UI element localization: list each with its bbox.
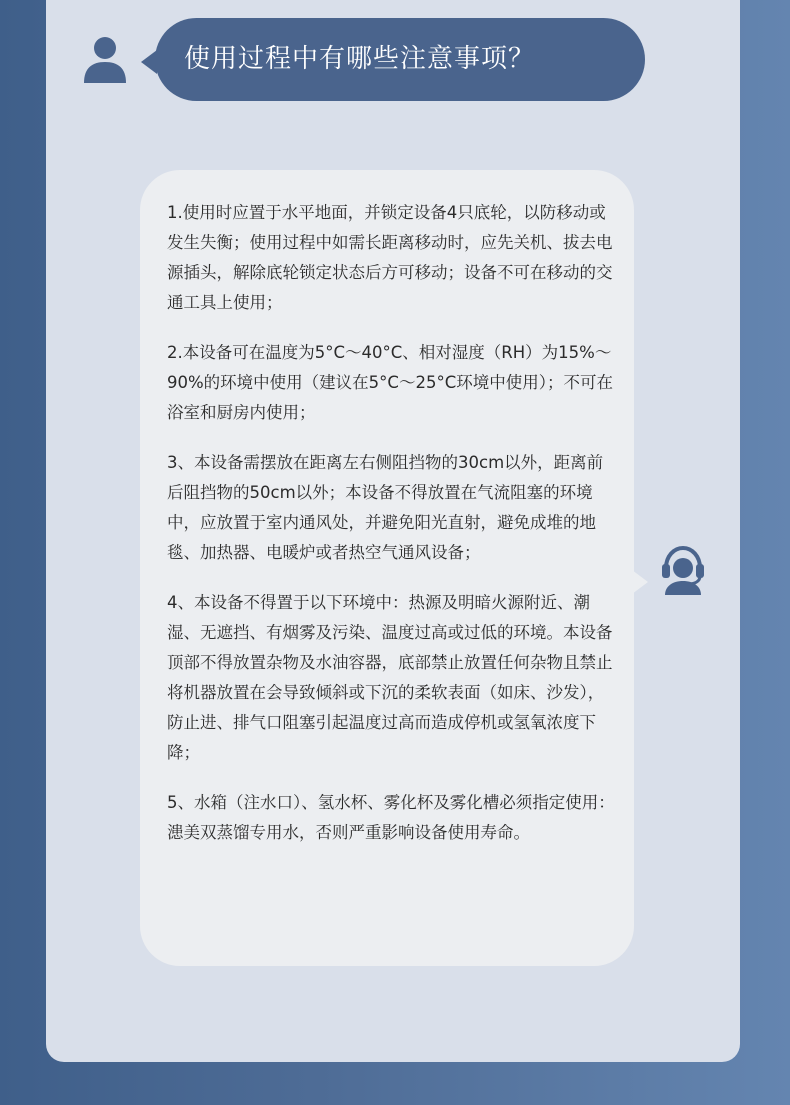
- answer-paragraph-2: 2.本设备可在温度为5°C～40°C、相对湿度（RH）为15%～90%的环境中使用（建议在5°C～25°C环境中使用）；不可在浴室和厨房内使用；: [167, 343, 613, 422]
- headset-support-icon: [658, 544, 708, 596]
- answer-content: [167, 198, 617, 868]
- question-text: 使用过程中有哪些注意事项？: [184, 44, 536, 74]
- answer-paragraph-5: 5、水箱（注水口）、氢水杯、雾化杯及雾化槽必须指定使用：漶美双蒸馏专用水，否则严重影响设备使用寿命。: [167, 793, 615, 842]
- answer-paragraph-3: 3、本设备需摆放在距离左右侧阻挡物的30cm以外，距离前后阻挡物的50cm以外；本设备不得放置在气流阻塞的环境中，应放置于室内通风处，并避免阳光直射，避免成堆的地毯、加热器、电暖炉或者热空气通风设备；: [167, 453, 604, 562]
- user-icon: [83, 36, 127, 84]
- answer-paragraph-1: 1.使用时应置于水平地面，并锁定设备4只底轮，以防移动或发生失衡；使用过程中如需长距离移动时，应先关机、拔去电源插头，解除底轮锁定状态后方可移动；设备不可在移动的交通工具上使用；: [167, 203, 613, 312]
- answer-paragraph-4: 4、本设备不得置于以下环境中：热源及明暗火源附近、潮湿、无遮挡、有烟雾及污染、温度过高或过低的环境。本设备顶部不得放置杂物及水油容器，底部禁止放置任何杂物且禁止将机器放置在会导致倾斜或下沉的柔软表面（如床、沙发），防止进、排气口阻塞引起温度过高而造成停机或氢氧浓度下降；: [167, 593, 613, 762]
- answer-bubble-tail: [632, 570, 648, 594]
